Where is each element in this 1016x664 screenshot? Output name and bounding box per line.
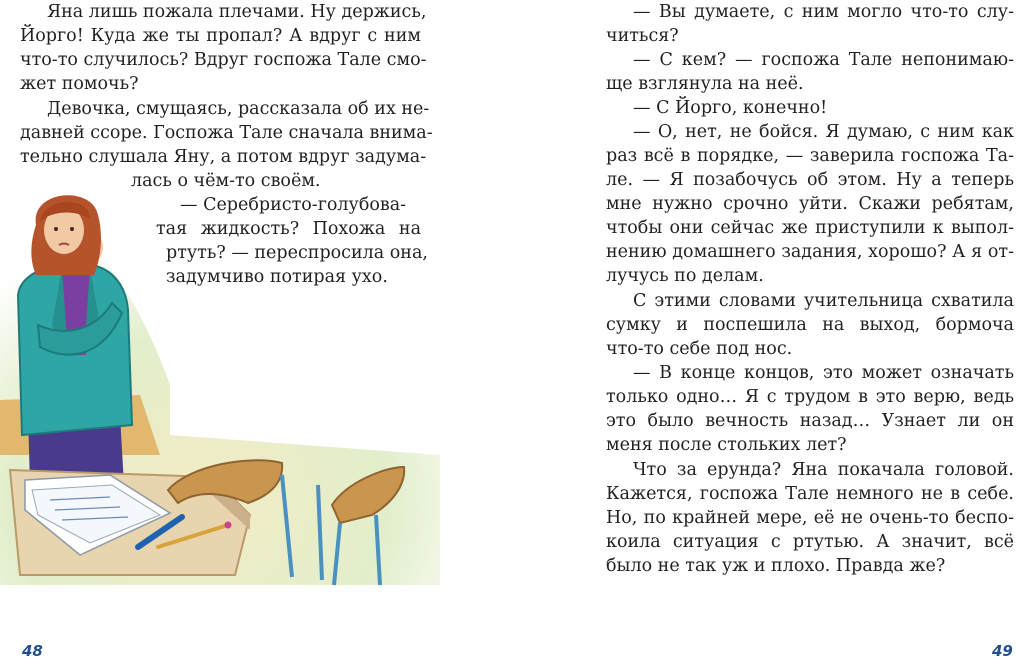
text-line: лучусь по делам. [606,266,764,286]
text-line: было не так уж и плохо. Правда же? [606,556,946,576]
text-line: Но, по крайней мере, её не очень-то беспо- [606,508,1014,528]
text-line: Что за ерунда? Яна покачала головой. [633,460,1014,480]
text-line: ртуть? — переспросила она, [166,243,428,263]
text-line: это было вечность назад… Узнает ли он [606,411,1014,431]
text-line: С этими словами учительница схватила [633,291,1014,311]
text-line: чтобы они сейчас же приступили к выпол- [606,218,1014,238]
text-line: задумчиво потирая ухо. [166,267,388,287]
text-line: раз всё в порядке, — заверила госпожа Та- [606,146,1014,166]
page-number: 48 [22,642,43,660]
text-line: Девочка, смущаясь, рассказала об их не- [47,99,430,119]
text-line: что-то случилось? Вдруг госпожа Тале смо- [20,50,427,70]
text-line: — С кем? — госпожа Тале непонимаю- [633,50,1014,70]
text-line: ле. — Я позабочусь об этом. Ну а теперь [606,170,1014,190]
text-line: ще взглянула на неё. [606,74,804,94]
text-line: Йорго! Куда же ты пропал? А вдруг с ним [20,26,421,46]
text-line: Кажется, госпожа Тале немного не в себе. [606,484,1014,504]
text-line: что-то себе под нос. [606,339,793,359]
text-line: — В конце концов, это может означать [633,363,1014,383]
text-line: — Серебристо-голубова- [180,195,407,215]
text-line: Яна лишь пожала плечами. Ну держись, [47,2,427,22]
text-line: — С Йорго, конечно! [633,98,828,118]
text-line: коила ситуация с ртутью. А значит, всё [606,532,1014,552]
text-line: только одно… Я с трудом в это верю, ведь [606,387,1014,407]
text-line: — Вы думаете, с ним могло что-то слу- [633,2,1014,22]
text-line: давней ссоре. Госпожа Тале сначала внима- [20,123,433,143]
text-line: меня после стольких лет? [606,435,847,455]
text-line: тая жидкость? Похожа на [156,219,421,239]
teacher-at-desk-illustration [0,185,440,595]
text-line: тельно слушала Яну, а потом вдруг задума- [20,147,427,167]
text-line: читься? [606,26,679,46]
right-page [508,0,1016,664]
text-line: лась о чём-то своём. [131,171,321,191]
text-line: жет помочь? [20,74,139,94]
text-line: нению домашнего задания, хорошо? А я от- [606,242,1014,262]
page-number: 49 [992,642,1013,660]
teacher-figure [18,195,132,485]
text-line: сумку и поспешила на выход, бормоча [606,315,1014,335]
text-line: мне нужно срочно уйти. Скажи ребятам, [606,194,1014,214]
text-line: — О, нет, не бойся. Я думаю, с ним как [633,122,1014,142]
